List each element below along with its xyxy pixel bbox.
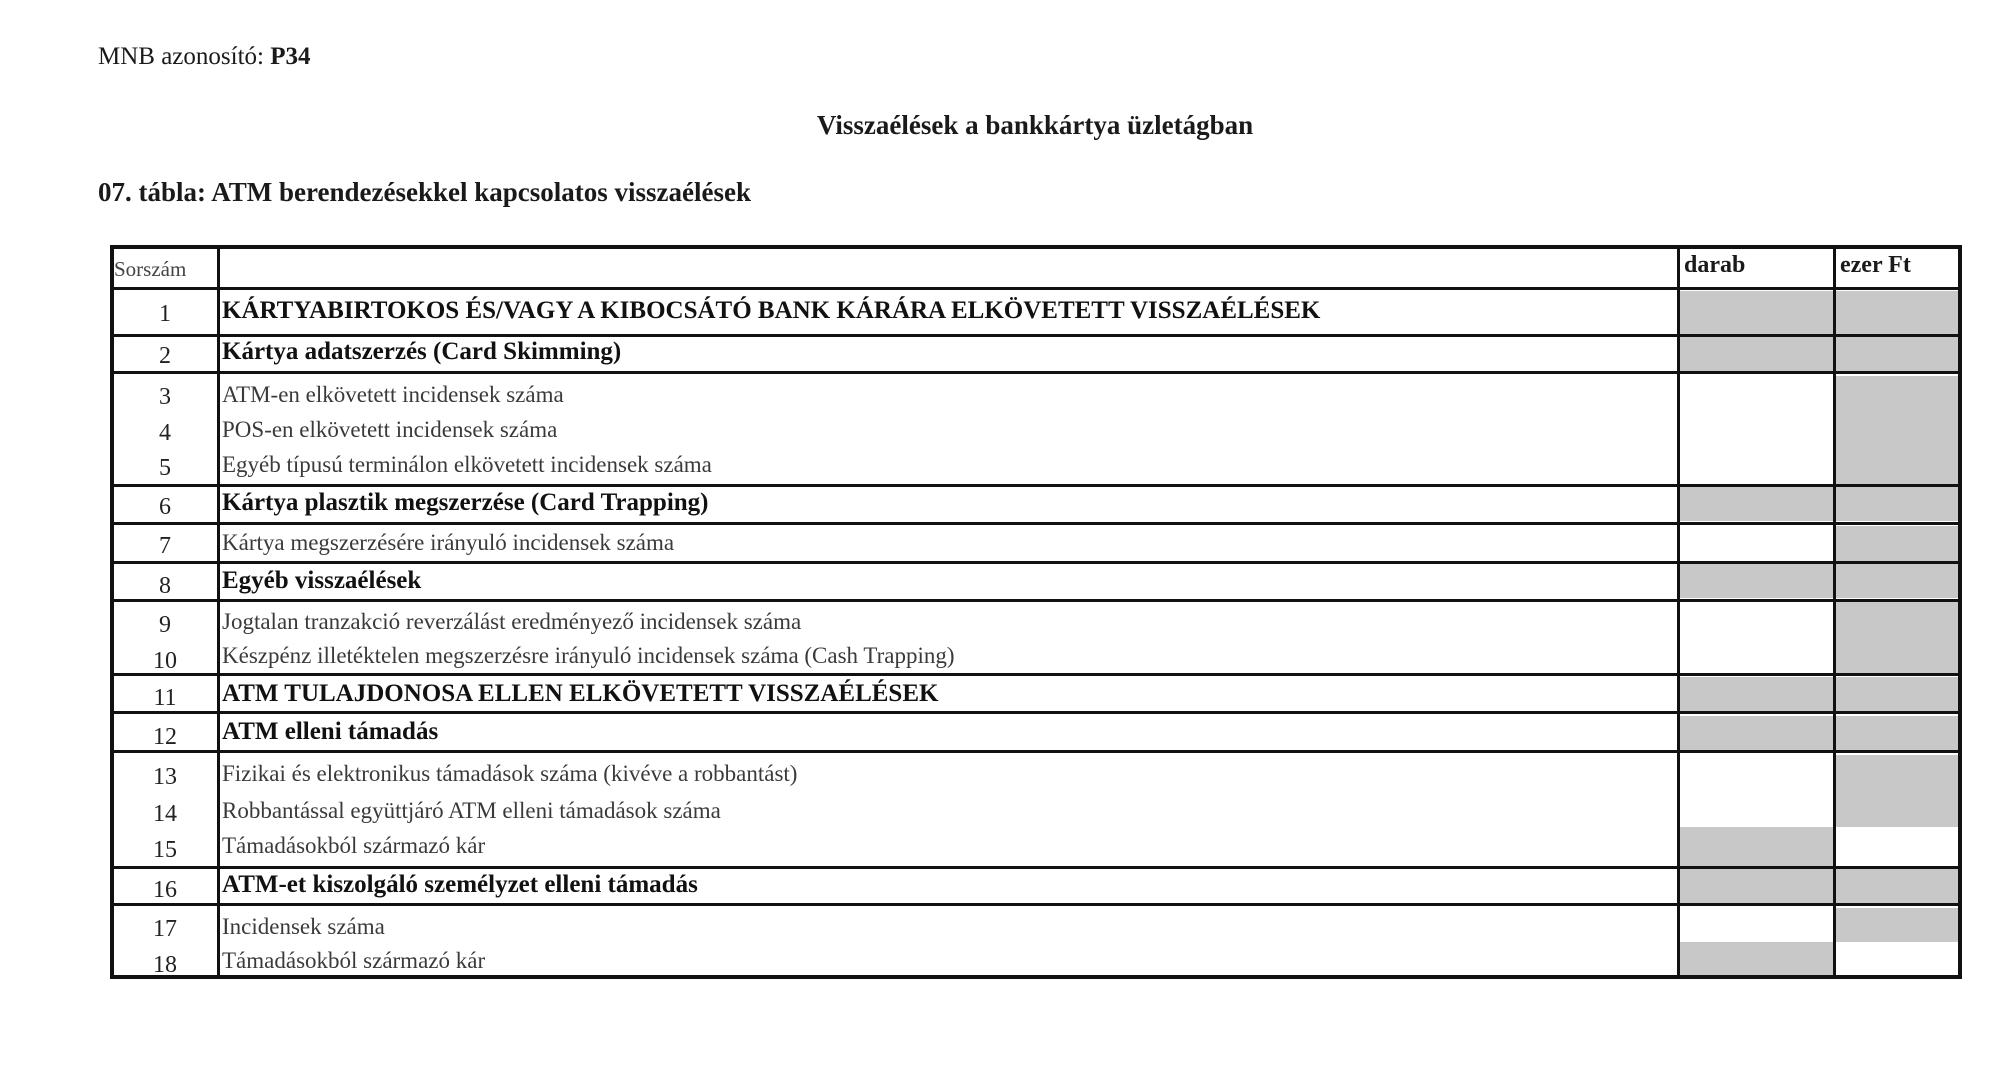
row-number: 18 xyxy=(153,952,177,978)
row-number: 4 xyxy=(159,420,171,446)
row-description: Jogtalan tranzakció reverzálást eredményező incidensek száma xyxy=(222,609,802,634)
row-description: Támadásokból származó kár xyxy=(222,948,486,973)
row-divider-7 xyxy=(110,561,1962,564)
row-description: Robbantással együttjáró ATM elleni támadások száma xyxy=(222,798,721,823)
row-number: 13 xyxy=(153,764,177,790)
row-description: KÁRTYABIRTOKOS ÉS/VAGY A KIBOCSÁTÓ BANK KÁRÁRA ELKÖVETETT VISSZAÉLÉSEK xyxy=(222,297,1321,324)
row-number: 17 xyxy=(153,916,177,942)
row-description: ATM-et kiszolgáló személyzet elleni támadás xyxy=(222,871,698,898)
row-number: 11 xyxy=(153,685,177,711)
row-number: 9 xyxy=(159,612,171,638)
row-number: 6 xyxy=(159,494,171,520)
column-header-number: Sorszám xyxy=(114,257,187,281)
row-divider-2 xyxy=(110,371,1962,374)
row-description: Egyéb típusú terminálon elkövetett incidensek száma xyxy=(222,452,712,477)
row-number: 10 xyxy=(153,648,177,674)
row-divider-12 xyxy=(110,750,1962,753)
row-description: ATM elleni támadás xyxy=(222,718,439,745)
row-number: 12 xyxy=(153,724,177,750)
row-number: 5 xyxy=(159,455,171,481)
row-description: Támadásokból származó kár xyxy=(222,833,486,858)
row-number: 7 xyxy=(159,533,171,559)
mnb-label: MNB azonosító: xyxy=(98,43,264,70)
mnb-identifier xyxy=(98,40,311,74)
row-description: Kártya plasztik megszerzése (Card Trapping) xyxy=(222,489,709,516)
row-description: Incidensek száma xyxy=(222,914,385,939)
row-description: Kártya megszerzésére irányuló incidensek száma xyxy=(222,530,675,555)
column-header-darab: darab xyxy=(1684,252,1746,278)
row-number: 2 xyxy=(159,343,171,369)
row-description: Kártya adatszerzés (Card Skimming) xyxy=(222,338,622,365)
row-description: ATM TULAJDONOSA ELLEN ELKÖVETETT VISSZAÉLÉSEK xyxy=(222,680,939,707)
row-description: Egyéb visszaélések xyxy=(222,567,422,594)
row-divider-10 xyxy=(110,673,1962,676)
row-description: Fizikai és elektronikus támadások száma (kivéve a robbantást) xyxy=(222,761,798,786)
document-title: Visszaélések a bankkártya üzletágban xyxy=(816,110,1254,140)
row-number: 15 xyxy=(153,837,177,863)
row-number: 3 xyxy=(159,384,171,410)
row-description: POS-en elkövetett incidensek száma xyxy=(222,417,558,442)
column-header-ezer-ft: ezer Ft xyxy=(1840,252,1911,278)
row-number: 1 xyxy=(159,301,171,327)
row-divider-6 xyxy=(110,522,1962,525)
row-description: ATM-en elkövetett incidensek száma xyxy=(222,382,564,407)
mnb-code: P34 xyxy=(270,43,311,70)
row-divider-11 xyxy=(110,711,1962,714)
row-divider-8 xyxy=(110,599,1962,602)
row-divider-header xyxy=(110,287,1962,290)
row-number: 14 xyxy=(153,801,177,827)
row-description: Készpénz illetéktelen megszerzésre irányuló incidensek száma (Cash Trapping) xyxy=(222,643,955,668)
row-divider-5 xyxy=(110,484,1962,487)
row-number: 16 xyxy=(153,877,177,903)
row-divider-15 xyxy=(110,866,1962,869)
row-number: 8 xyxy=(159,573,171,599)
row-divider-16 xyxy=(110,903,1962,906)
table-title: 07. tábla: ATM berendezésekkel kapcsolatos visszaélések xyxy=(98,177,751,207)
